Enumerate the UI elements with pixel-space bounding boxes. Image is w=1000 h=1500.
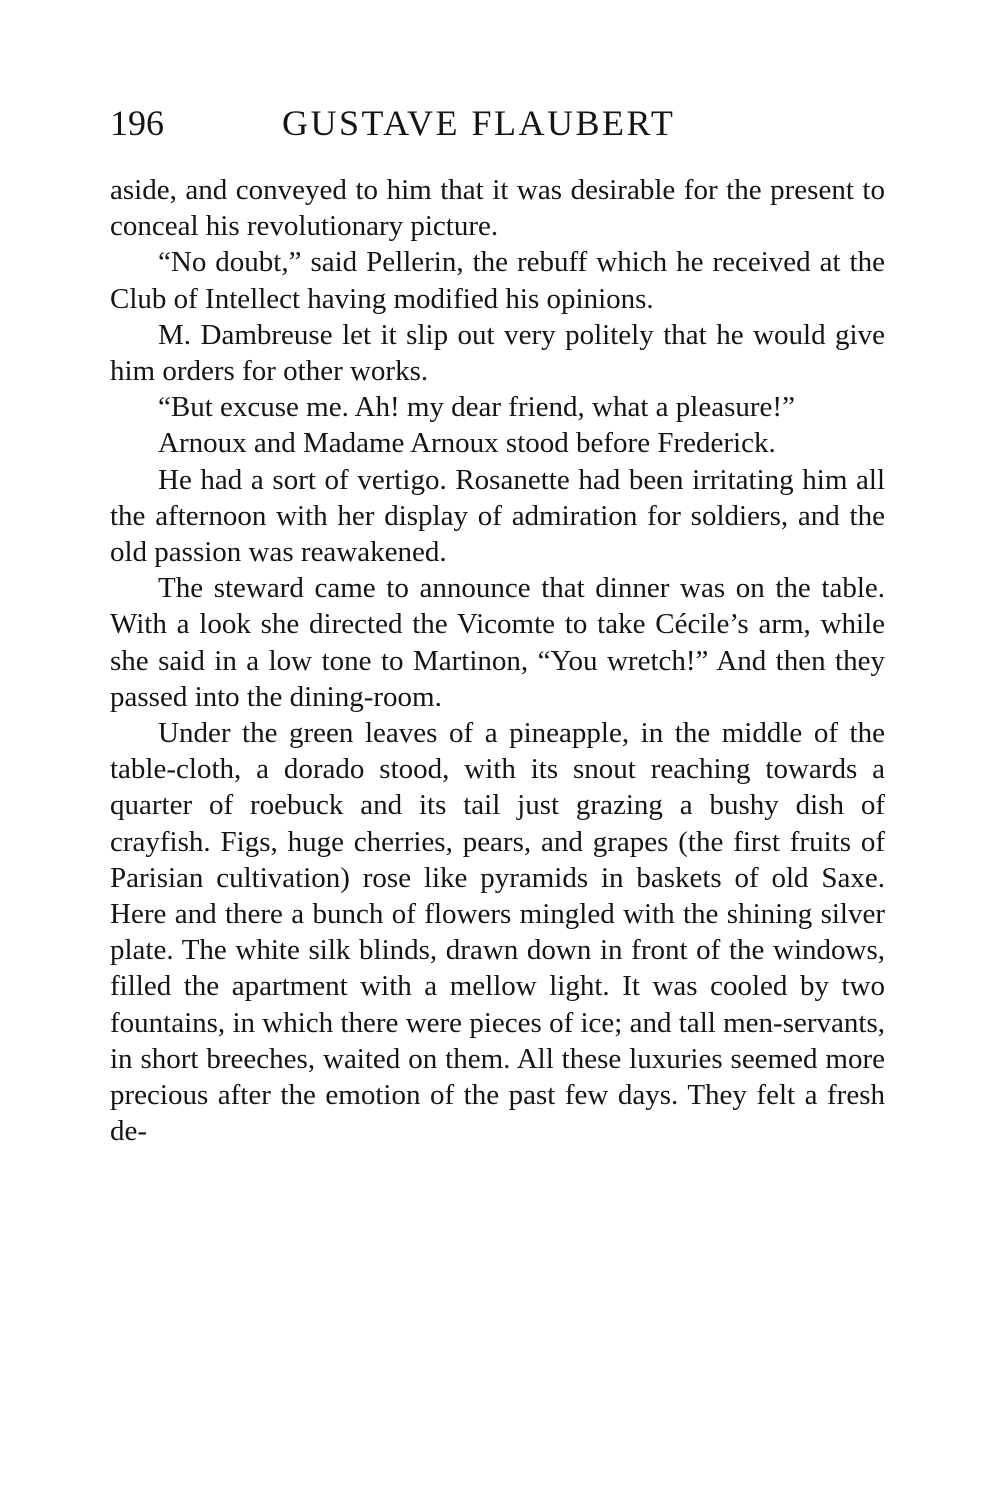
book-title: GUSTAVE FLAUBERT bbox=[282, 103, 676, 143]
paragraph: M. Dambreuse let it slip out very politely that he would give him orders for other works. bbox=[110, 318, 885, 388]
paragraph: Arnoux and Madame Arnoux stood before Frederick. bbox=[158, 427, 776, 460]
running-head bbox=[110, 98, 890, 148]
page-number: 196 bbox=[110, 103, 164, 143]
paragraph-continued: aside, and conveyed to him that it was desirable for the present to conceal his revolutionary picture. bbox=[110, 174, 885, 243]
paragraph: “No doubt,” said Pellerin, the rebuff which he received at the Club of Intellect having modified his opinions. bbox=[110, 246, 885, 315]
paragraph: Under the green leaves of a pineapple, in the middle of the table-cloth, a dorado stood, with its snout reaching towards a quarter of roebuck and its tail just grazing a bushy dish of crayfish. Figs, huge cherries, pears, and grapes (the first fruits of Parisian cultivation) rose like pyramids in baskets of old Saxe. Here and there a bunch of flowers mingled with the shining silver plate. The white silk blinds, drawn down in front of the windows, filled the apartment with a mellow light. It was cooled by two fountains, in which there were pieces of ice; and tall men-servants, in short breeches, waited on them. All these luxuries seemed more precious after the emotion of the past few days. They felt a fresh de- bbox=[110, 717, 885, 1148]
paragraph: The steward came to announce that dinner was on the table. With a look she directed the Vicomte to take Cécile’s arm, while she said in a low tone to Martinon, “You wretch!” And then they passed into the dining-room. bbox=[110, 572, 885, 713]
body-text bbox=[110, 172, 885, 1402]
paragraph: “But excuse me. Ah! my dear friend, what a pleasure!” bbox=[158, 391, 795, 424]
paragraph: He had a sort of vertigo. Rosanette had been irritating him all the afternoon with her display of admiration for soldiers, and the old passion was reawakened. bbox=[110, 463, 885, 569]
